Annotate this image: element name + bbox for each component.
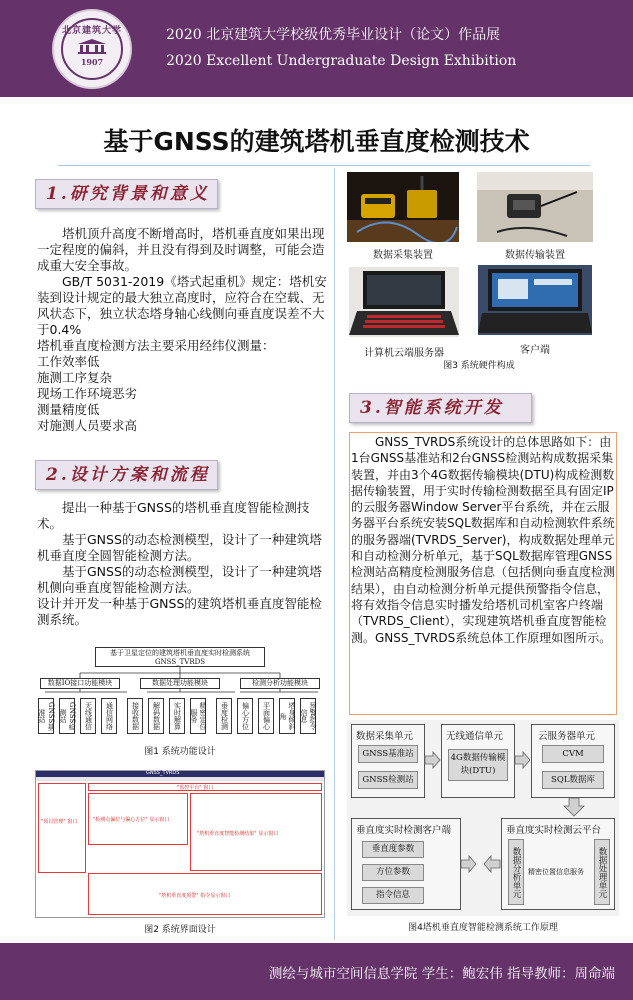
diagram-leaf: 实时解算: [169, 698, 185, 734]
section1-heading: 1.研究背景和意义: [35, 179, 218, 209]
dtu-module-box: 4G数据传输模块(DTU): [448, 749, 508, 781]
precise-position-service-label: 精密位置信息服务: [528, 868, 584, 876]
photo-client: [478, 265, 592, 335]
header-title-cn: 2020 北京建筑大学校级优秀毕业设计（论文）作品展: [166, 27, 501, 43]
section1-line: 测量精度低: [37, 402, 100, 417]
figure2-caption: 图2 系统界面设计: [144, 925, 216, 935]
footer-credits: 测绘与城市空间信息学院 学生：鲍宏伟 指导教师：周命端: [268, 966, 615, 982]
logo-text: 北京建筑大学: [61, 26, 122, 36]
figure3-caption: 图3 系统硬件构成: [443, 361, 515, 371]
section1-line: GB/T 5031-2019《塔式起重机》规定：塔机安装到设计规定的最大独立高度时，应符合在空载、无风状态下，独立状态塔身轴心线侧向垂直度误差不大于0.4%: [37, 274, 327, 337]
ui-window-title: GNSS_TVRDS: [146, 770, 180, 776]
ui-offset-panel: [88, 793, 188, 845]
client-item: 垂直度参数: [362, 841, 424, 858]
section2-line: 提出一种基于GNSS的塔机垂直度智能检测技术。: [37, 500, 310, 531]
photo-caption: 数据采集装置: [373, 250, 433, 261]
photo-cloud-server: [349, 267, 459, 337]
logo-year: 1907: [80, 57, 104, 67]
client-item: 方位参数: [362, 864, 424, 881]
processing-unit-box: 数据处理单元: [594, 839, 610, 905]
client-item: 指令信息: [362, 887, 424, 904]
arrow-down-icon: [564, 798, 584, 816]
laptop-client-image: [478, 265, 592, 335]
diagram-root-title: 基于卫星定位的建筑塔机垂直度实时检测系统: [110, 649, 250, 657]
title-underline: [58, 165, 590, 166]
acquisition-item: GNSS基准站: [358, 745, 418, 763]
section2-heading: 2.设计方案和流程: [35, 460, 218, 490]
system-function-diagram: [35, 645, 325, 735]
ui-result-panel: [190, 793, 322, 871]
diagram-leaf: 偏心方位: [237, 698, 253, 734]
photo-caption: 客户端: [520, 345, 550, 356]
section2-body: [37, 500, 327, 628]
gnss-receiver-image: [347, 172, 459, 242]
university-logo: [52, 9, 132, 89]
communication-unit-title: 无线通信单元: [446, 731, 504, 742]
diagram-leaf: 解码数据: [148, 698, 164, 734]
figure1-caption: 图1 系统功能设计: [144, 747, 216, 757]
diagram-leaf: 预警指令信息: [300, 698, 316, 734]
ui-label: "检测点偏位与偏心方位" 显示窗口: [93, 817, 170, 823]
photo-caption: 数据传输装置: [505, 250, 565, 261]
page-title: 基于GNSS的建筑塔机垂直度检测技术: [103, 127, 530, 156]
diagram-module: 数据IO接口功能模块: [40, 678, 120, 689]
cloud-server-title: 云服务器单元: [538, 731, 596, 742]
header-title-en: 2020 Excellent Undergraduate Design Exhibition: [166, 53, 517, 69]
section2-line: 基于GNSS的动态检测模型，设计了一种建筑塔机垂直度全圆智能检测方法。: [37, 532, 322, 563]
diagram-leaf: 接收数据: [127, 698, 143, 734]
ui-warning-panel: [88, 873, 322, 915]
diagram-leaf: 通信网络: [101, 698, 117, 734]
diagram-module: 检测分析功能模块: [240, 678, 320, 689]
figure4-caption: 图4塔机垂直度智能检测系统工作原理: [408, 923, 558, 933]
arrow-right-icon: [425, 752, 440, 768]
diagram-leaf: 无线通信: [80, 698, 96, 734]
client-title: 垂直度实时检测客户端: [356, 825, 452, 836]
photo-caption: 计算机云端服务器: [364, 348, 444, 359]
laptop-server-image: [349, 267, 459, 337]
diagram-root-subtitle: GNSS_TVRDS: [154, 658, 206, 666]
section3-heading: 3.智能系统开发: [349, 393, 532, 423]
diagram-root-box: [95, 647, 265, 667]
ui-label: "塔机垂直度预警" 指令显示窗口: [159, 893, 231, 899]
column-divider: [334, 168, 335, 940]
section1-line: 现场工作环境恶劣: [37, 386, 138, 401]
arrow-left-icon: [484, 856, 500, 872]
diagram-leaf: 平面偏心: [258, 698, 274, 734]
arrow-right-icon: [461, 856, 476, 872]
section2-line: 设计并开发一种基于GNSS的建筑塔机垂直度智能检测系统。: [37, 596, 322, 627]
photo-data-acquisition: [347, 172, 459, 242]
ui-label: "塔机垂直度智能检测结果" 显示窗口: [197, 831, 279, 837]
diagram-leaf: 精密定位服务: [190, 698, 206, 734]
building-icon: [76, 38, 108, 54]
ui-menubar: [36, 777, 324, 781]
section3-body: GNSS_TVRDS系统设计的总体思路如下：由1台GNSS基准站和2台GNSS检测站构成数据采集装置，并由3个4G数据传输模块(DTU)构成检测数据传输装置，用于实时传输检测数据至具有固定IP的云服务器Window Server平台系统，并在云服务器平台系统安装SQL数据库和自动检测软件系统的服务器端(TVRDS_Server)，构成数据处理单元和自动检测分析单元，基于SQL数据库管理GNSS检测站高精度检测服务信息（包括侧向垂直度检测结果），由自动检测分析单元提供预警指令信息，将有效指令信息实时播发给塔机司机室客户终端（TVRDS_Client），实现建筑塔机垂直度智能检测。GNSS_TVRDS系统总体工作原理如图所示。: [351, 435, 616, 645]
acquisition-item: GNSS检测站: [358, 771, 418, 789]
photo-data-transmission: [477, 172, 593, 242]
section2-line: 基于GNSS的动态检测模型，设计了一种建筑塔机侧向垂直度智能检测方法。: [37, 564, 322, 595]
section1-line: 对施测人员要求高: [37, 418, 138, 433]
system-principle-diagram: [347, 720, 619, 916]
diagram-leaf: GNSS基准站: [38, 698, 54, 734]
analysis-unit-box: 数据分析单元: [508, 839, 524, 905]
cloud-platform-title: 垂直度实时检测云平台: [506, 825, 602, 836]
section1-line: 塔机顶升高度不断增高时，塔机垂直度如果出现一定程度的偏斜，并且没有得到及时调整，可能会造成重大安全事故。: [37, 226, 325, 273]
section1-line: 塔机垂直度检测方法主要采用经纬仪测量：: [37, 338, 275, 353]
acquisition-unit-title: 数据采集单元: [356, 731, 414, 742]
diagram-leaf: GNSS检测站: [59, 698, 75, 734]
flow-arrows: [347, 720, 619, 916]
diagram-leaf: 垂度检测: [216, 698, 232, 734]
section1-line: 施测工序复杂: [37, 370, 113, 385]
cloud-item: SQL数据库: [542, 771, 604, 789]
diagram-leaf: 塔身倾斜角: [279, 698, 295, 734]
section1-body: [37, 226, 327, 434]
ui-label: "监控平台" 窗口: [177, 785, 214, 791]
ui-label: "项目管理" 窗口: [41, 819, 78, 825]
diagram-module: 数据处理功能模块: [140, 678, 220, 689]
cloud-item: CVM: [542, 745, 604, 763]
ui-monitor-bar: [88, 783, 322, 791]
section1-line: 工作效率低: [37, 354, 100, 369]
arrow-right-icon: [515, 752, 530, 768]
dtu-module-image: [477, 172, 593, 242]
system-ui-screenshot: [35, 770, 325, 918]
ui-project-panel: [38, 783, 86, 873]
